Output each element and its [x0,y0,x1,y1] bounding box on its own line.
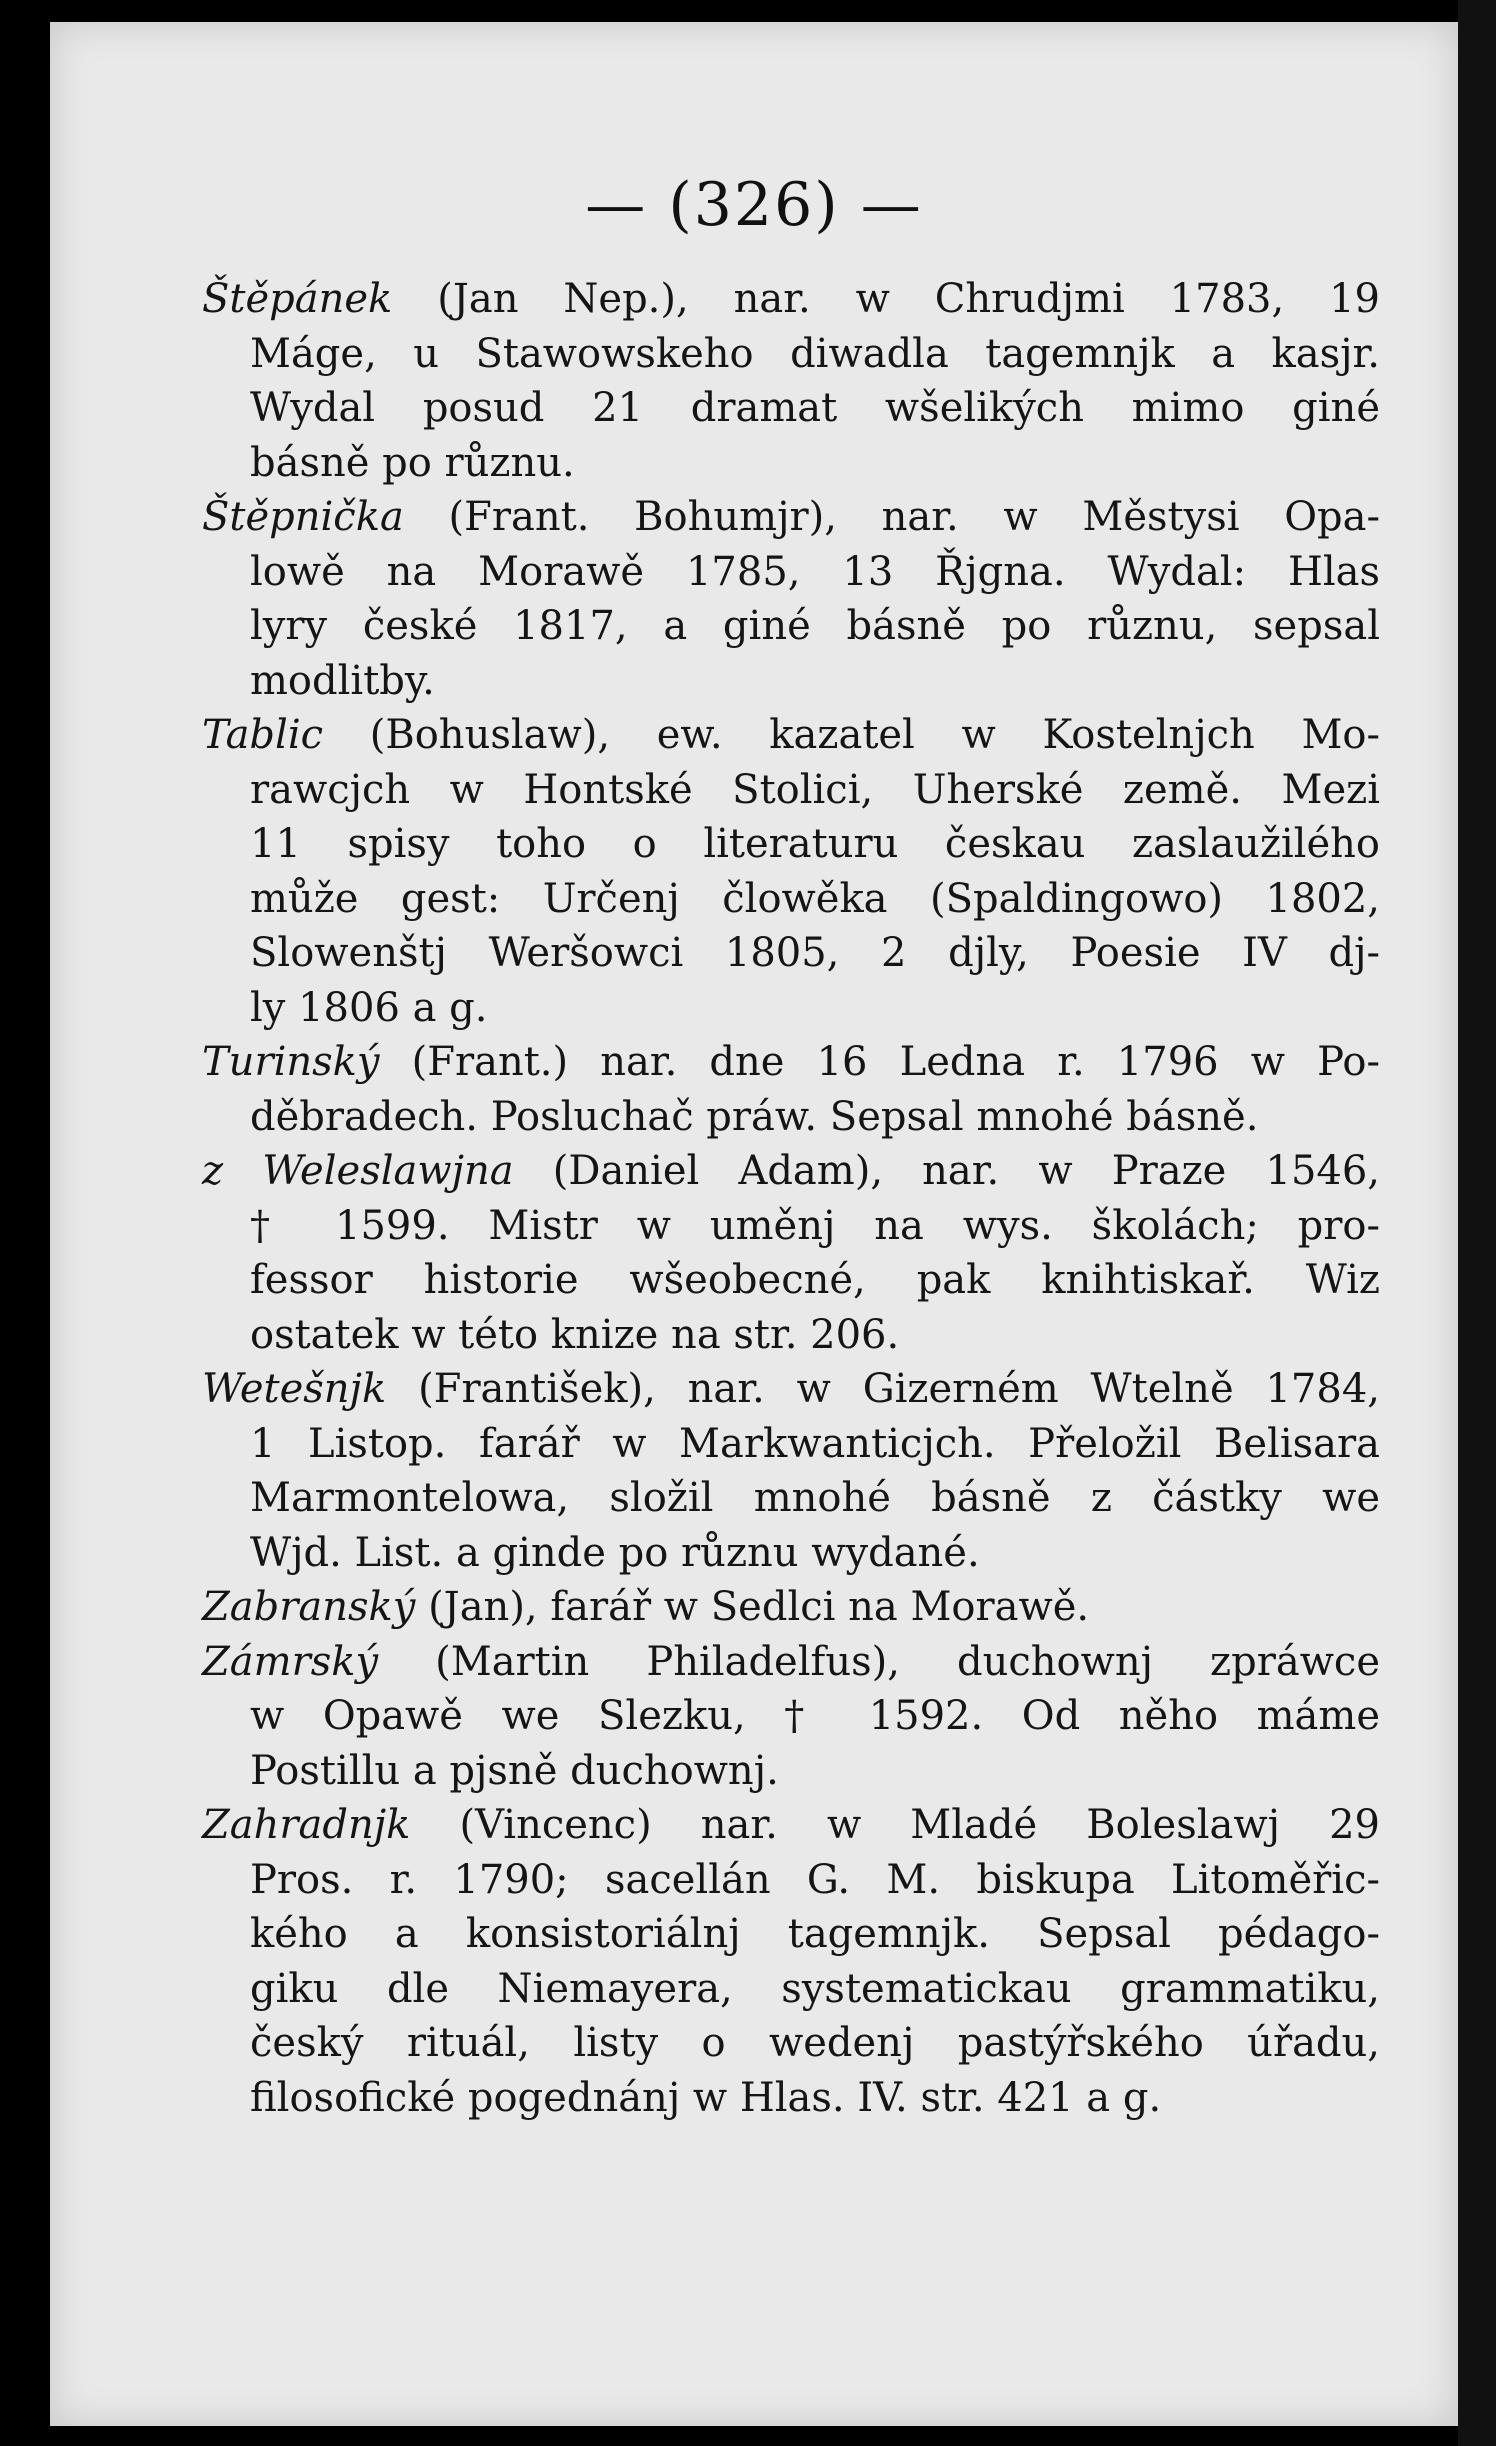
entry-headword: Zámrský [202,1638,379,1685]
entry-first-line [202,1362,1380,1417]
entry-line: může gest: Určenj člowěka (Spaldingowo) 1802, [250,875,1380,922]
entry-first-line [202,272,1380,327]
entry-line: giku dle Niemayera, systematickau grammatiku, [250,1965,1380,2012]
entry-first-line-text: (Vincenc) nar. w Mladé Boleslawj 29 [459,1802,1381,1848]
entry-headword: Zahradnjk [202,1802,411,1848]
entry-first-line-text: (Martin Philadelfus), duchownj zpráwce [435,1638,1381,1685]
entry-line: lyry české 1817, a giné básně po různu, sepsal [250,603,1380,649]
entry-line: rawcjch w Hontské Stolici, Uherské země. Mezi [250,766,1380,813]
entry-first-line [202,1635,1380,1690]
entry [202,1635,1381,1799]
entry-first-line [202,1035,1380,1090]
entry-line: básně po různu. [250,439,575,486]
scan-edge [1458,0,1496,2446]
entry-line: ostatek w této knize na str. 206. [250,1311,900,1358]
entry-line: děbradech. Posluchač práw. Sepsal mnohé básně. [250,1093,1259,1140]
entry-line: Pros. r. 1790; sacellán G. M. biskupa Litoměřic- [250,1856,1380,1903]
entry-line: Slowenštj Weršowci 1805, 2 djly, Poesie IV dj- [250,930,1380,976]
entry-first-line [202,490,1380,545]
entry-line: Máge, u Stawowskeho diwadla tagemnjk a kasjr. [250,330,1380,377]
entry-line: kého a konsistoriálnj tagemnjk. Sepsal pédago- [250,1911,1380,1957]
entry-line: ly 1806 a g. [250,984,488,1031]
entry-headword: Zabranský [202,1584,416,1630]
entry-headword: z Weleslawjna [202,1148,514,1194]
entry-line: Wjd. List. a ginde po různu wydané. [250,1529,980,1576]
entry-line: 1 Listop. farář w Markwanticjch. Přeložil Belisara [250,1420,1380,1467]
entry-headword: Štěpnička [202,494,404,540]
entry [202,708,1380,1035]
entry-list [202,272,1381,2125]
entry-line: Wydal posud 21 dramat wšelikých mimo giné [250,385,1380,431]
entry-line: † 1599. Mistr w uměnj na wys. školách; pro- [250,1202,1380,1249]
entry-first-line [202,1798,1380,1853]
entry-first-line-text: (Bohuslaw), ew. kazatel w Kostelnjch Mo- [369,712,1380,758]
page-number: — (326) — [585,170,923,240]
entry-line: český rituál, listy o wedenj pastýřského úřadu, [250,2020,1380,2066]
entry-headword: Turinský [202,1039,380,1085]
entry-first-line [202,708,1380,763]
entry-first-line-text: (Daniel Adam), nar. w Praze 1546, [552,1148,1381,1194]
entry-line: Marmontelowa, složil mnohé básně z částky we [250,1475,1380,1521]
entry-first-line [202,1580,1380,1635]
entry-first-line-text: (Frant. Bohumjr), nar. w Městysi Opa- [448,494,1380,540]
entry-headword: Wetešnjk [202,1366,387,1412]
book-page [50,22,1458,2426]
entry [202,1144,1381,1362]
entry-line: w Opawě we Slezku, † 1592. Od něho máme [250,1693,1380,1739]
entry [202,1035,1380,1144]
entry [202,490,1380,708]
entry-headword: Štěpánek [202,276,393,322]
entry-headword: Tablic [202,712,324,758]
entry-first-line-text: (František), nar. w Gizerném Wtelně 1784, [418,1366,1380,1412]
entry-line: fessor historie wšeobecné, pak knihtiskař. Wiz [250,1257,1380,1303]
entry [202,1362,1380,1580]
entry-first-line-text: (Jan), farář w Sedlci na Morawě. [428,1584,1090,1630]
entry-line: modlitby. [250,657,435,704]
entry-first-line-text: (Frant.) nar. dne 16 Ledna r. 1796 w Po- [411,1039,1380,1085]
entry-line: Postillu a pjsně duchownj. [250,1747,779,1794]
entry-first-line-text: (Jan Nep.), nar. w Chrudjmi 1783, 19 [437,276,1381,322]
entry-line: lowě na Morawě 1785, 13 Řjgna. Wydal: Hlas [250,548,1380,595]
entry [202,272,1381,490]
entry-line: 11 spisy toho o literaturu českau zaslaužilého [250,821,1380,867]
entry [202,1798,1381,2125]
entry-first-line [202,1144,1380,1199]
entry [202,1580,1380,1635]
entry-line: filosofické pogednánj w Hlas. IV. str. 421 a g. [250,2074,1162,2121]
